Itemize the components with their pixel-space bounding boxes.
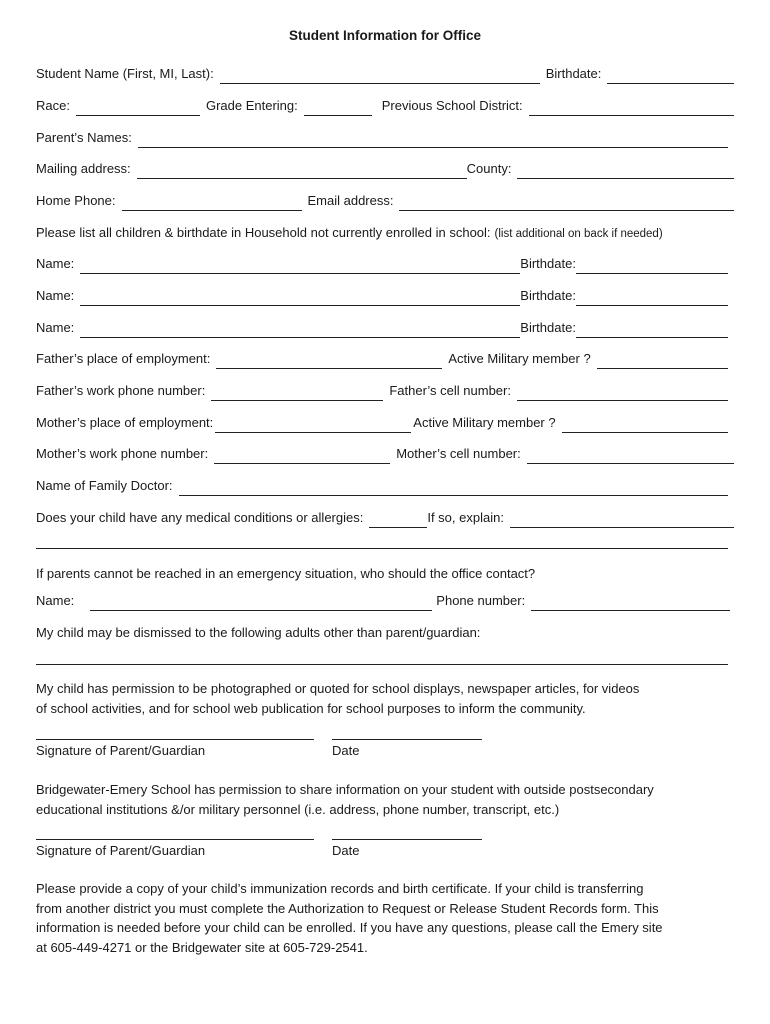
father-military-field[interactable]: [597, 353, 728, 369]
father-cell-field[interactable]: [517, 385, 728, 401]
father-employment-field[interactable]: [216, 353, 442, 369]
previous-district-field[interactable]: [529, 100, 734, 116]
emergency-prompt-row: [36, 562, 734, 584]
mother-phones-row: [36, 442, 734, 464]
family-doctor-label: Name of Family Doctor:: [36, 478, 173, 493]
father-employment-label: Father’s place of employment:: [36, 351, 211, 366]
share-signature-label: Signature of Parent/Guardian: [36, 843, 206, 858]
photo-signature-line[interactable]: [36, 739, 314, 740]
child-name-field-1[interactable]: [80, 258, 520, 274]
share-permission-line-2: educational institutions &/or military personnel (i.e. address, phone number, transcript, etc.): [36, 801, 560, 817]
child-row-1: [36, 252, 734, 274]
emergency-name-field[interactable]: [90, 595, 432, 611]
previous-district-label: Previous School District:: [381, 98, 523, 113]
child-birthdate-field-2[interactable]: [576, 290, 728, 306]
emergency-phone-label: Phone number:: [436, 593, 526, 608]
medical-row: [36, 506, 734, 528]
photo-signature-label: Signature of Parent/Guardian: [36, 743, 206, 758]
children-note: (list additional on back if needed): [494, 228, 663, 240]
mother-work-phone-label: Mother’s work phone number:: [36, 446, 209, 461]
footer-line-2: from another district you must complete the Authorization to Request or Release Student Records form. This: [36, 900, 659, 916]
photo-date-line[interactable]: [332, 739, 482, 740]
family-doctor-row: [36, 474, 734, 496]
student-name-label: Student Name (First, MI, Last):: [36, 66, 214, 81]
mother-military-field[interactable]: [562, 417, 728, 433]
parents-names-row: [36, 126, 734, 148]
share-signature-line[interactable]: [36, 839, 314, 840]
child-birthdate-label: Birthdate:: [520, 288, 576, 303]
share-permission-text: [36, 780, 736, 819]
mother-cell-label: Mother’s cell number:: [396, 446, 521, 461]
photo-permission-line-1: My child has permission to be photographed or quoted for school displays, newspaper articles, for videos: [36, 681, 640, 696]
race-row: [36, 94, 734, 116]
birthdate-label: Birthdate:: [545, 66, 602, 81]
email-field[interactable]: [399, 195, 734, 211]
father-phones-row: [36, 379, 734, 401]
father-work-phone-label: Father’s work phone number:: [36, 383, 206, 398]
if-so-label: If so, explain:: [427, 510, 504, 525]
child-name-field-3[interactable]: [80, 322, 520, 338]
mother-cell-field[interactable]: [527, 448, 734, 464]
home-phone-field[interactable]: [122, 195, 302, 211]
child-birthdate-field-1[interactable]: [576, 258, 728, 274]
parents-names-field[interactable]: [138, 132, 728, 148]
mother-employment-label: Mother’s place of employment:: [36, 415, 214, 430]
footer-line-3: information is needed before your child can be enrolled. If you have any questions, please call the Emery site: [36, 920, 663, 935]
parents-names-label: Parent’s Names:: [36, 130, 132, 145]
photo-permission-text: [36, 679, 736, 718]
email-label: Email address:: [307, 193, 394, 208]
child-row-3: [36, 316, 734, 338]
family-doctor-field[interactable]: [179, 480, 728, 496]
emergency-prompt: If parents cannot be reached in an emergency situation, who should the office contact?: [36, 566, 536, 581]
medical-label: Does your child have any medical conditions or allergies:: [36, 510, 364, 525]
grade-entering-label: Grade Entering:: [205, 98, 298, 113]
photo-date-label: Date: [332, 743, 360, 758]
if-so-field[interactable]: [510, 512, 734, 528]
form-title: Student Information for Office: [289, 28, 481, 43]
mailing-address-label: Mailing address:: [36, 161, 131, 176]
county-label: County:: [466, 161, 512, 176]
father-cell-label: Father’s cell number:: [389, 383, 511, 398]
child-birthdate-label: Birthdate:: [520, 320, 576, 335]
mailing-address-field[interactable]: [137, 163, 467, 179]
mother-military-label: Active Military member ?: [413, 415, 556, 430]
footer-instructions: [36, 879, 736, 957]
emergency-name-label: Name:: [36, 593, 75, 608]
share-date-line[interactable]: [332, 839, 482, 840]
share-permission-line-1: Bridgewater-Emery School has permission to share information on your student with outside postsecondary: [36, 782, 654, 797]
child-name-field-2[interactable]: [80, 290, 520, 306]
child-name-label: Name:: [36, 320, 75, 335]
emergency-phone-field[interactable]: [531, 595, 730, 611]
father-employment-row: [36, 347, 734, 369]
share-date-label: Date: [332, 843, 360, 858]
footer-line-1: Please provide a copy of your child’s immunization records and birth certificate. If your child is transferring: [36, 881, 644, 896]
dismissal-line[interactable]: [36, 664, 728, 665]
medical-field[interactable]: [369, 512, 427, 528]
child-name-label: Name:: [36, 288, 75, 303]
mother-employment-row: [36, 411, 734, 433]
child-birthdate-field-3[interactable]: [576, 322, 728, 338]
county-field[interactable]: [517, 163, 734, 179]
children-prompt-row: [36, 221, 734, 243]
race-field[interactable]: [76, 100, 200, 116]
emergency-contact-row: [36, 589, 734, 611]
mailing-address-row: [36, 157, 734, 179]
dismissal-row: [36, 621, 734, 643]
father-work-phone-field[interactable]: [211, 385, 383, 401]
race-label: Race:: [36, 98, 70, 113]
child-row-2: [36, 284, 734, 306]
home-phone-label: Home Phone:: [36, 193, 116, 208]
grade-entering-field[interactable]: [304, 100, 372, 116]
birthdate-field[interactable]: [607, 68, 734, 84]
medical-explain-line[interactable]: [36, 548, 728, 549]
home-phone-row: [36, 189, 734, 211]
footer-line-4: at 605-449-4271 or the Bridgewater site at 605-729-2541.: [36, 939, 368, 955]
child-name-label: Name:: [36, 256, 75, 271]
student-name-row: [36, 62, 734, 84]
photo-permission-line-2: of school activities, and for school web publication for school purposes to inform the community.: [36, 700, 586, 716]
student-name-field[interactable]: [220, 68, 540, 84]
dismissal-prompt: My child may be dismissed to the following adults other than parent/guardian:: [36, 625, 481, 640]
children-prompt: Please list all children & birthdate in Household not currently enrolled in school:: [36, 225, 491, 240]
child-birthdate-label: Birthdate:: [520, 256, 576, 271]
mother-work-phone-field[interactable]: [214, 448, 390, 464]
father-military-label: Active Military member ?: [448, 351, 591, 366]
mother-employment-field[interactable]: [215, 417, 411, 433]
